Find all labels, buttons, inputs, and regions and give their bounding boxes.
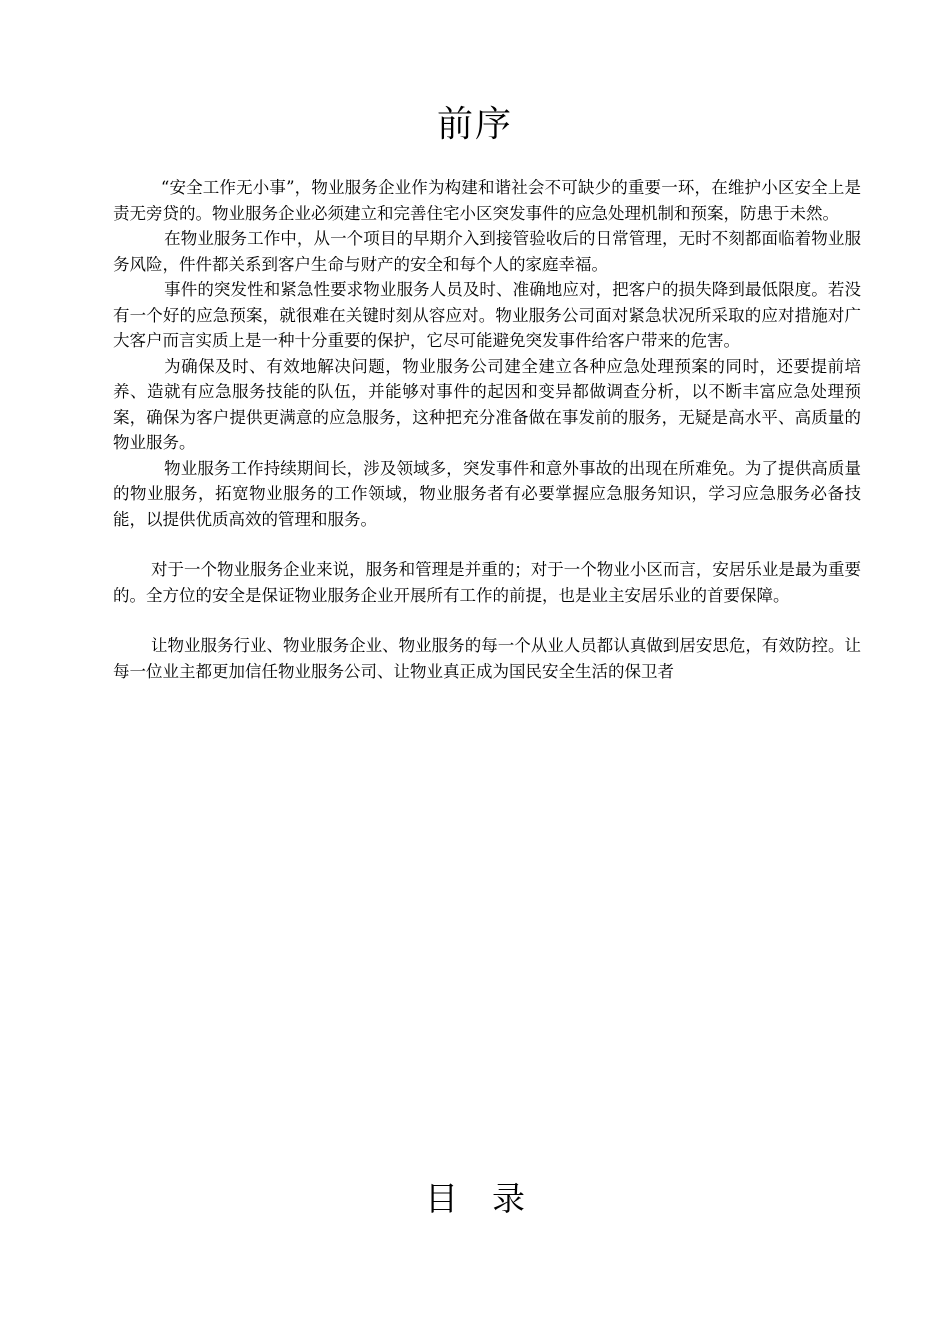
- paragraph-5: 物业服务工作持续期间长，涉及领域多，突发事件和意外事故的出现在所难免。为了提供高质量的物业服务，拓宽物业服务的工作领域，物业服务者有必要掌握应急服务知识，学习应急服务必备技能，以提供优质高效的管理和服务。: [113, 458, 861, 529]
- paragraph-6: 对于一个物业服务企业来说，服务和管理是并重的；对于一个物业小区而言，安居乐业是最为重要的。全方位的安全是保证物业服务企业开展所有工作的前提，也是业主安居乐业的首要保障。: [113, 560, 861, 605]
- preface-body: [113, 175, 861, 684]
- paragraph-4: 为确保及时、有效地解决问题，物业服务公司建全建立各种应急处理预案的同时，还要提前培养、造就有应急服务技能的队伍，并能够对事件的起因和变异都做调查分析，以不断丰富应急处理预案，确保为客户提供更满意的应急服务，这种把充分准备做在事发前的服务，无疑是高水平、高质量的物业服务。: [113, 356, 861, 452]
- toc-title: [0, 1176, 950, 1222]
- toc-title-char-2: 录: [492, 1179, 525, 1218]
- paragraph-3: 事件的突发性和紧急性要求物业服务人员及时、准确地应对，把客户的损失降到最低限度。若没有一个好的应急预案，就很难在关键时刻从容应对。物业服务公司面对紧急状况所采取的应对措施对广大客户而言实质上是一种十分重要的保护，它尽可能避免突发事件给客户带来的危害。: [113, 280, 861, 350]
- paragraph-7: 让物业服务行业、物业服务企业、物业服务的每一个从业人员都认真做到居安思危，有效防控。让每一位业主都更加信任物业服务公司、让物业真正成为国民安全生活的保卫者: [113, 636, 861, 681]
- toc-title-char-1: 目: [425, 1179, 458, 1218]
- page-title: 前序: [436, 104, 513, 145]
- paragraph-1: “安全工作无小事”，物业服务企业作为构建和谐社会不可缺少的重要一环，在维护小区安全上是责无旁贷的。物业服务企业必须建立和完善住宅小区突发事件的应急处理机制和预案，防患于未然。: [113, 178, 861, 223]
- paragraph-2: 在物业服务工作中，从一个项目的早期介入到接管验收后的日常管理，无时不刻都面临着物业服务风险，件件都关系到客户生命与财产的安全和每个人的家庭幸福。: [113, 229, 861, 274]
